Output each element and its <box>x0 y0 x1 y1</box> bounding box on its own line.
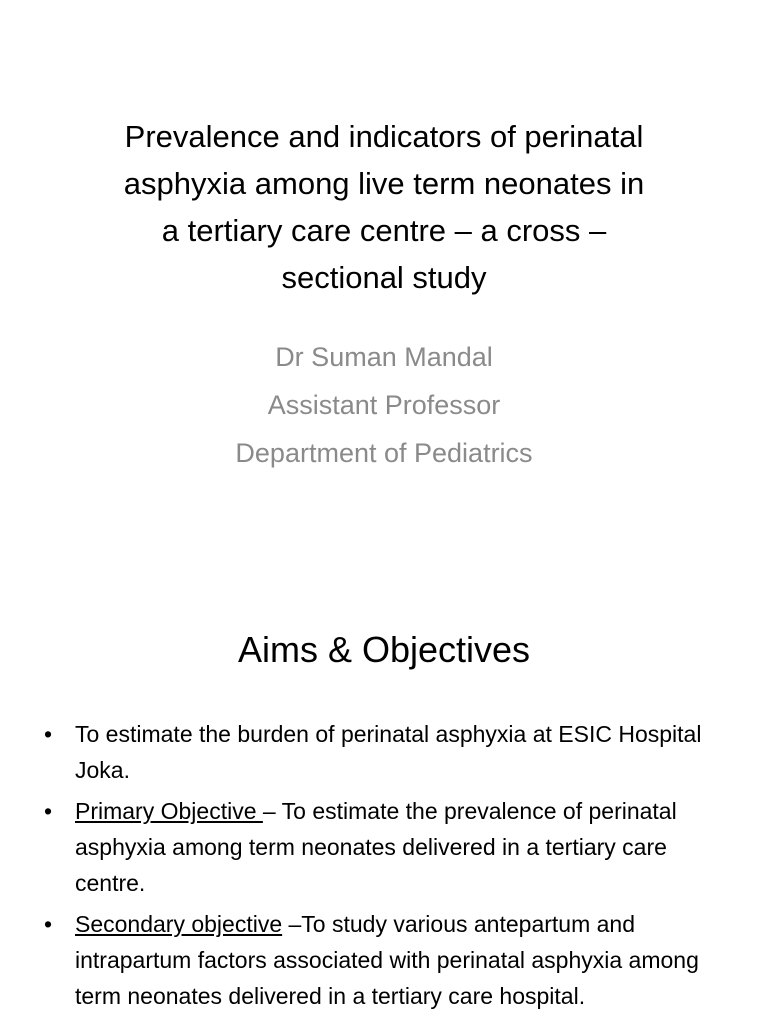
bullet-item <box>40 906 730 1014</box>
bullet-item <box>40 793 730 901</box>
bullet-item <box>40 716 730 788</box>
slide-subtitle <box>60 333 708 477</box>
title-line: asphyxia among live term neonates in <box>123 166 645 201</box>
bullet-icon: • <box>44 721 53 747</box>
title-line: sectional study <box>281 260 487 295</box>
aims-objectives-slide <box>0 576 768 1024</box>
bullet-list <box>40 716 730 1019</box>
bullet-label: Primary Objective <box>75 798 263 824</box>
slide-heading: Aims & Objectives <box>237 629 531 670</box>
bullet-text: – To estimate the prevalence of perinatal asphyxia among term neonates delivered in a tertiary care centre. <box>75 798 677 896</box>
bullet-text: To estimate the burden of perinatal asphyxia at ESIC Hospital Joka. <box>75 721 702 783</box>
slide-title <box>60 113 708 301</box>
author-position: Assistant Professor <box>267 390 501 420</box>
bullet-label: Secondary objective <box>75 911 283 937</box>
title-line: a tertiary care centre – a cross – <box>161 213 607 248</box>
author-department: Department of Pediatrics <box>235 438 533 468</box>
bullet-icon: • <box>44 798 53 824</box>
bullet-text: –To study various antepartum and intrapartum factors associated with perinatal asphyxia among term neonates delivered in a tertiary care hospital. <box>75 911 699 1009</box>
author-name: Dr Suman Mandal <box>275 342 493 372</box>
bullet-icon: • <box>44 911 53 937</box>
title-line: Prevalence and indicators of perinatal <box>124 119 644 154</box>
